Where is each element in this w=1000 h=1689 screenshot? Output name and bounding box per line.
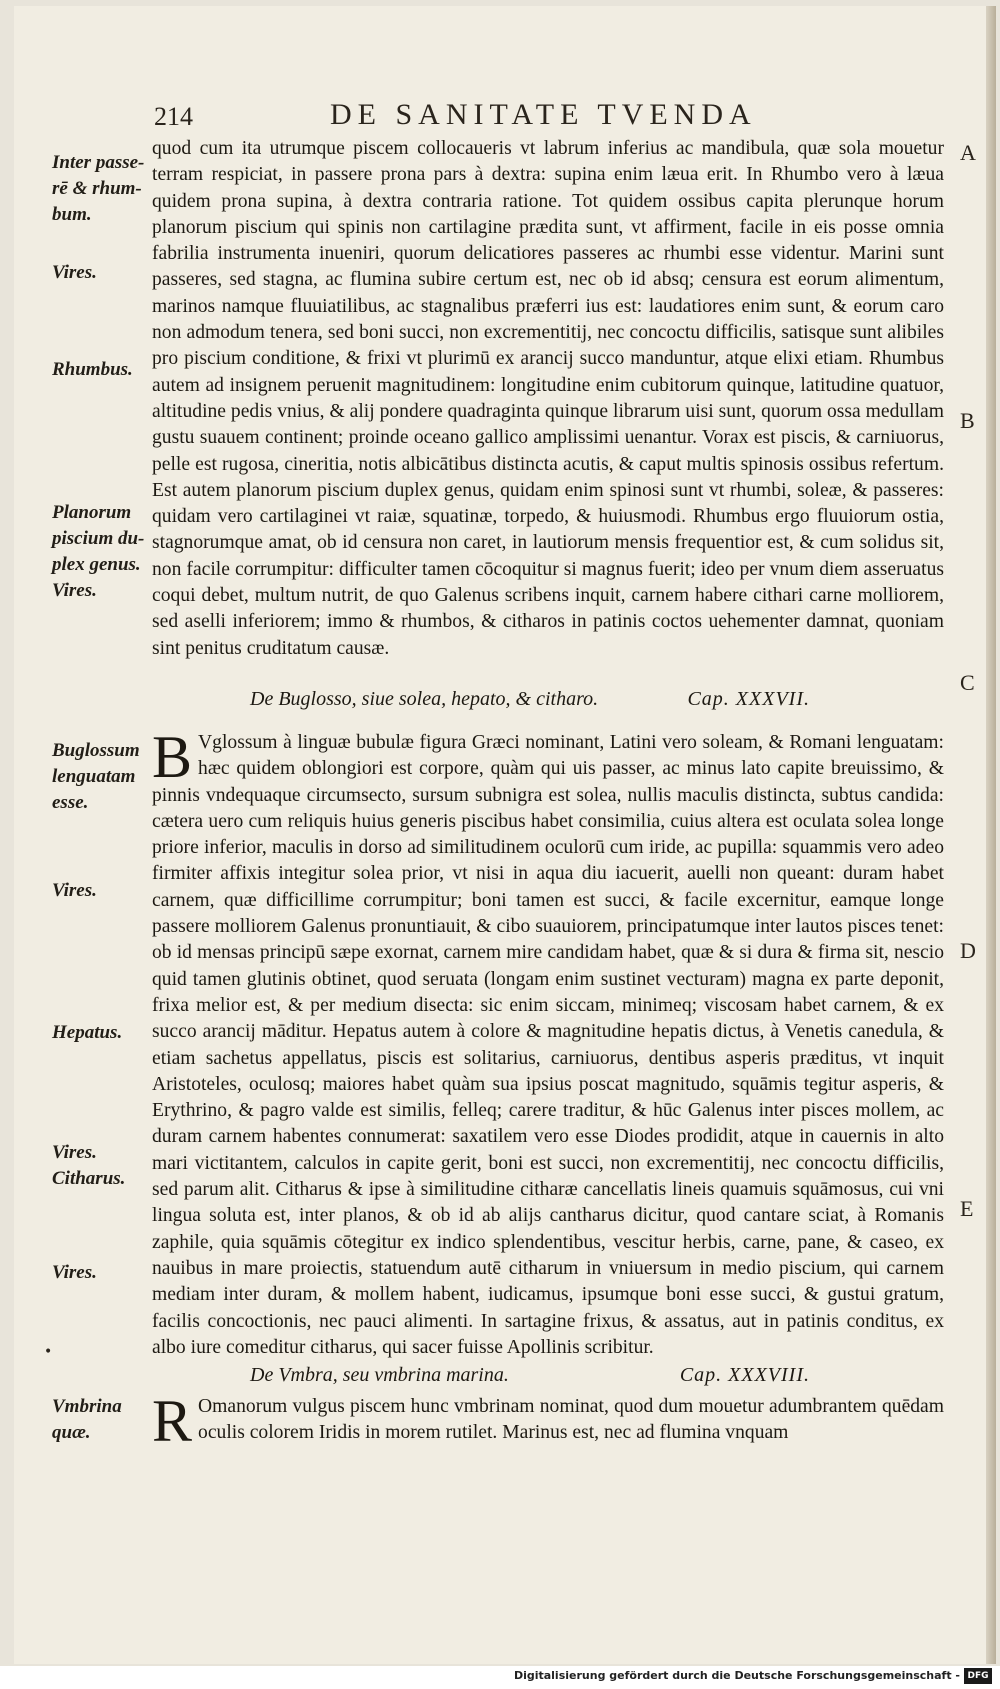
margin-note: Citharus. — [52, 1168, 126, 1189]
chapter-heading — [250, 1364, 810, 1387]
chapter-heading — [250, 688, 810, 711]
side-letter: C — [960, 670, 975, 695]
chapter-title: De Buglosso, siue solea, hepato, & citharo. — [250, 688, 599, 710]
drop-cap: R — [152, 1388, 193, 1454]
drop-cap: B — [152, 724, 193, 790]
page-edge — [986, 6, 996, 1664]
footer-credit: Digitalisierung gefördert durch die Deutsche Forschungsgemeinschaft - — [513, 1669, 960, 1682]
dfg-logo: DFG — [964, 1668, 992, 1684]
side-letter: E — [960, 1196, 974, 1221]
paragraph-text: Omanorum vulgus piscem hunc vmbrinam nominat, quod dum mouetur adumbrantem quēdam oculis colorem Iridis in morem rutilet. Marinus est, nec ad flumina vnquam — [198, 1396, 944, 1444]
margin-note: Buglossum lenguatam esse. — [52, 740, 140, 813]
margin-note: Hepatus. — [52, 1022, 123, 1043]
chapter-number: Cap. XXXVII. — [687, 688, 810, 710]
side-letter: B — [960, 408, 975, 433]
paragraph-vmbrina — [152, 1388, 944, 1454]
page-title: DE SANITATE TVENDA — [330, 98, 757, 131]
margin-note: Vires. — [52, 1142, 97, 1163]
margin-note: Vmbrina quæ. — [52, 1396, 122, 1443]
chapter-title: De Vmbra, seu vmbrina marina. — [250, 1364, 509, 1386]
footer-bar — [0, 1666, 1000, 1689]
margin-note: Vires. — [52, 1262, 97, 1283]
paragraph-rhumbus: quod cum ita utrumque piscem collocaueris vt labrum inferius ac mandibula, quæ sola mouetur terram respiciat, in passere prona pars à dextra: supina enim læua erit. In Rhumbo vero à læua quidem prona supina, à dextra contraria ratione. Tot quidem ossibus capita plerunque horum planorum piscium qui spinis non cartilagine prædita sunt, vt affirment, facile in eis posse omnia fabrilia instrumenta inueniri, quorum delicatiores passeres ac rhumbi esse videntur. Marini sunt passeres, sed stagna, ac flumina subire certum est, nec ob id absq; censura est eorum alimentum, marinos namque fluuiatilibus, ac stagnalibus præferri ius est: laudatiores enim sunt, & eorum caro non admodum tenera, sed boni succi, non excrementitij, nec concoctu difficilis, satisque sunt alibiles pro piscium conditione, & frixi vt plurimū ex arancij succo manduntur, atque elixi etiam. Rhumbus autem ad insignem peruenit magnitudinem: longitudine enim cubitorum quinque, latitudine quatuor, altitudine pedis vnius, & alij pondere quadraginta quinque librarum uisi sunt, quorum ossa medullam gustu suauem continent; proinde oceano gallico amplissimi uenantur. Vorax est piscis, & carniuorus, pelle est rugosa, cineritia, notis albicātibus distincta acutis, & caput multis spinosis ossibus refertum. Est autem planorum piscium duplex genus, quidam enim spinosi sunt vt rhumbi, soleæ, & passeres: quidam vero cartilaginei vt raiæ, squatinæ, torpedo, & huiusmodi. Rhumbus ergo fluuiorum ostia, stagnorumque amat, ob id censura non caret, in lautiorum mensis frequentior est, & cum solidus sit, non facile corrumpitur: difficulter tamen cōcoquitur si magnus fuerit; ideo per vnum diem asseruatus coqui debet, multum nutrit, de quo Galenus scribens inquit, carnem habere cithari carne molliorem, sed aselli inferiorem; immo & rhumbos, & citharos in patinis coctos uehementer damnat, quoniam sint penitus cruditatum causæ. — [152, 138, 944, 659]
margin-note: Vires. — [52, 262, 97, 283]
margin-note: Vires. — [52, 880, 97, 901]
margin-note: Rhumbus. — [52, 359, 133, 380]
margin-note: Planorum piscium du-plex genus. — [52, 502, 145, 575]
paragraph-text: Vglossum à linguæ bubulæ figura Græci nominant, Latini vero soleam, & Romani lenguatam: hæc quidem oblongiori est corpore, quàm qui uis passer, ac minus lato capite breuissimo, & pinnis vndequaque circumsecto, sursum subnigra est solea, nullis maculis distincta, subtus candida: cætera uero cum reliquis huius generis piscibus habet consimilia, cuius altera est oculata solea longe priore inferior, maculis in dorso ad similitudinem oculorū cum iride, ac pupilla: squammis vero adeo firmiter affixis integitur solea prior, vt nisi in aqua diu iacuerit, auelli non queant: duram habet carnem, quæ difficillime corrumpitur; boni tamen est succi, & facile excernitur, eamque longe passere molliorem Galenus pronuntiauit, & cibo suauiorem, principatumque inter lautos pisces tenet: ob id mensas principū sæpe exornat, carnem mire candidam habet, quæ & si dura & firma sit, nescio quid tamen glutinis obtinet, quod seruata (longam enim sustinet vecturam) magna ex parte deponit, frixa melior est, & per medium disecta: sic enim siccam, minimeq; viscosam habet carnem, & ex succo arancij māditur. Hepatus autem à colore & magnitudine hepatis dictus, à Venetis canedula, & etiam sachetus appellatus, piscis est solitarius, carniuorus, dentibus asperis præditus, vt inquit Aristoteles, oculosq; maiores habet quàm sua ipsius poscat magnitudo, squāmis tegitur asperis, & Erythrino, & pagro valde est similis, felleq; carere traditur, & hūc Galenus inter pisces mollem, ac duram carnem habentes connumerat: saxatilem vero esse Diodes prodidit, atque in cauernis in alto mari victitantem, calculos in capite gerit, boni est succi, non excrementitij, nec concoctu difficilis, sed parum alit. Citharus & ipse à similitudine citharæ cancellatis lineis quamuis squāmosus, cui vni lingua soluta est, inter planos, & ob id ab alijs cantharus dicitur, quod cantare sciat, à Romanis zaphile, quia squāmis cōtegitur ex indico splendentibus, vescitur herbis, carne, pane, & caseo, ex nauibus in mare proiectis, statuendum autē citharum in vniuersum in medio piscium, qui carnem mediam inter duram, & mollem habent, iudicamus, ipsumque boni esse succi, & gustui gratum, facilis concoctionis, nec pauci alimenti. In sartagine frixus, & assatus, aut in patinis conditus, ex albo iure comeditur citharus, qui sacer fuisse Apollinis scribitur. — [152, 732, 944, 1358]
margin-note: Inter passe-rē & rhum-bum. — [52, 152, 145, 225]
margin-note: Vires. — [52, 580, 97, 601]
side-letter: D — [960, 938, 976, 963]
side-letter: A — [960, 140, 976, 165]
running-head — [140, 98, 920, 138]
page-number: 214 — [154, 102, 193, 131]
chapter-number: Cap. XXXVIII. — [679, 1364, 810, 1386]
paragraph-buglossum — [152, 724, 944, 1361]
ink-mark: • — [44, 1344, 53, 1360]
